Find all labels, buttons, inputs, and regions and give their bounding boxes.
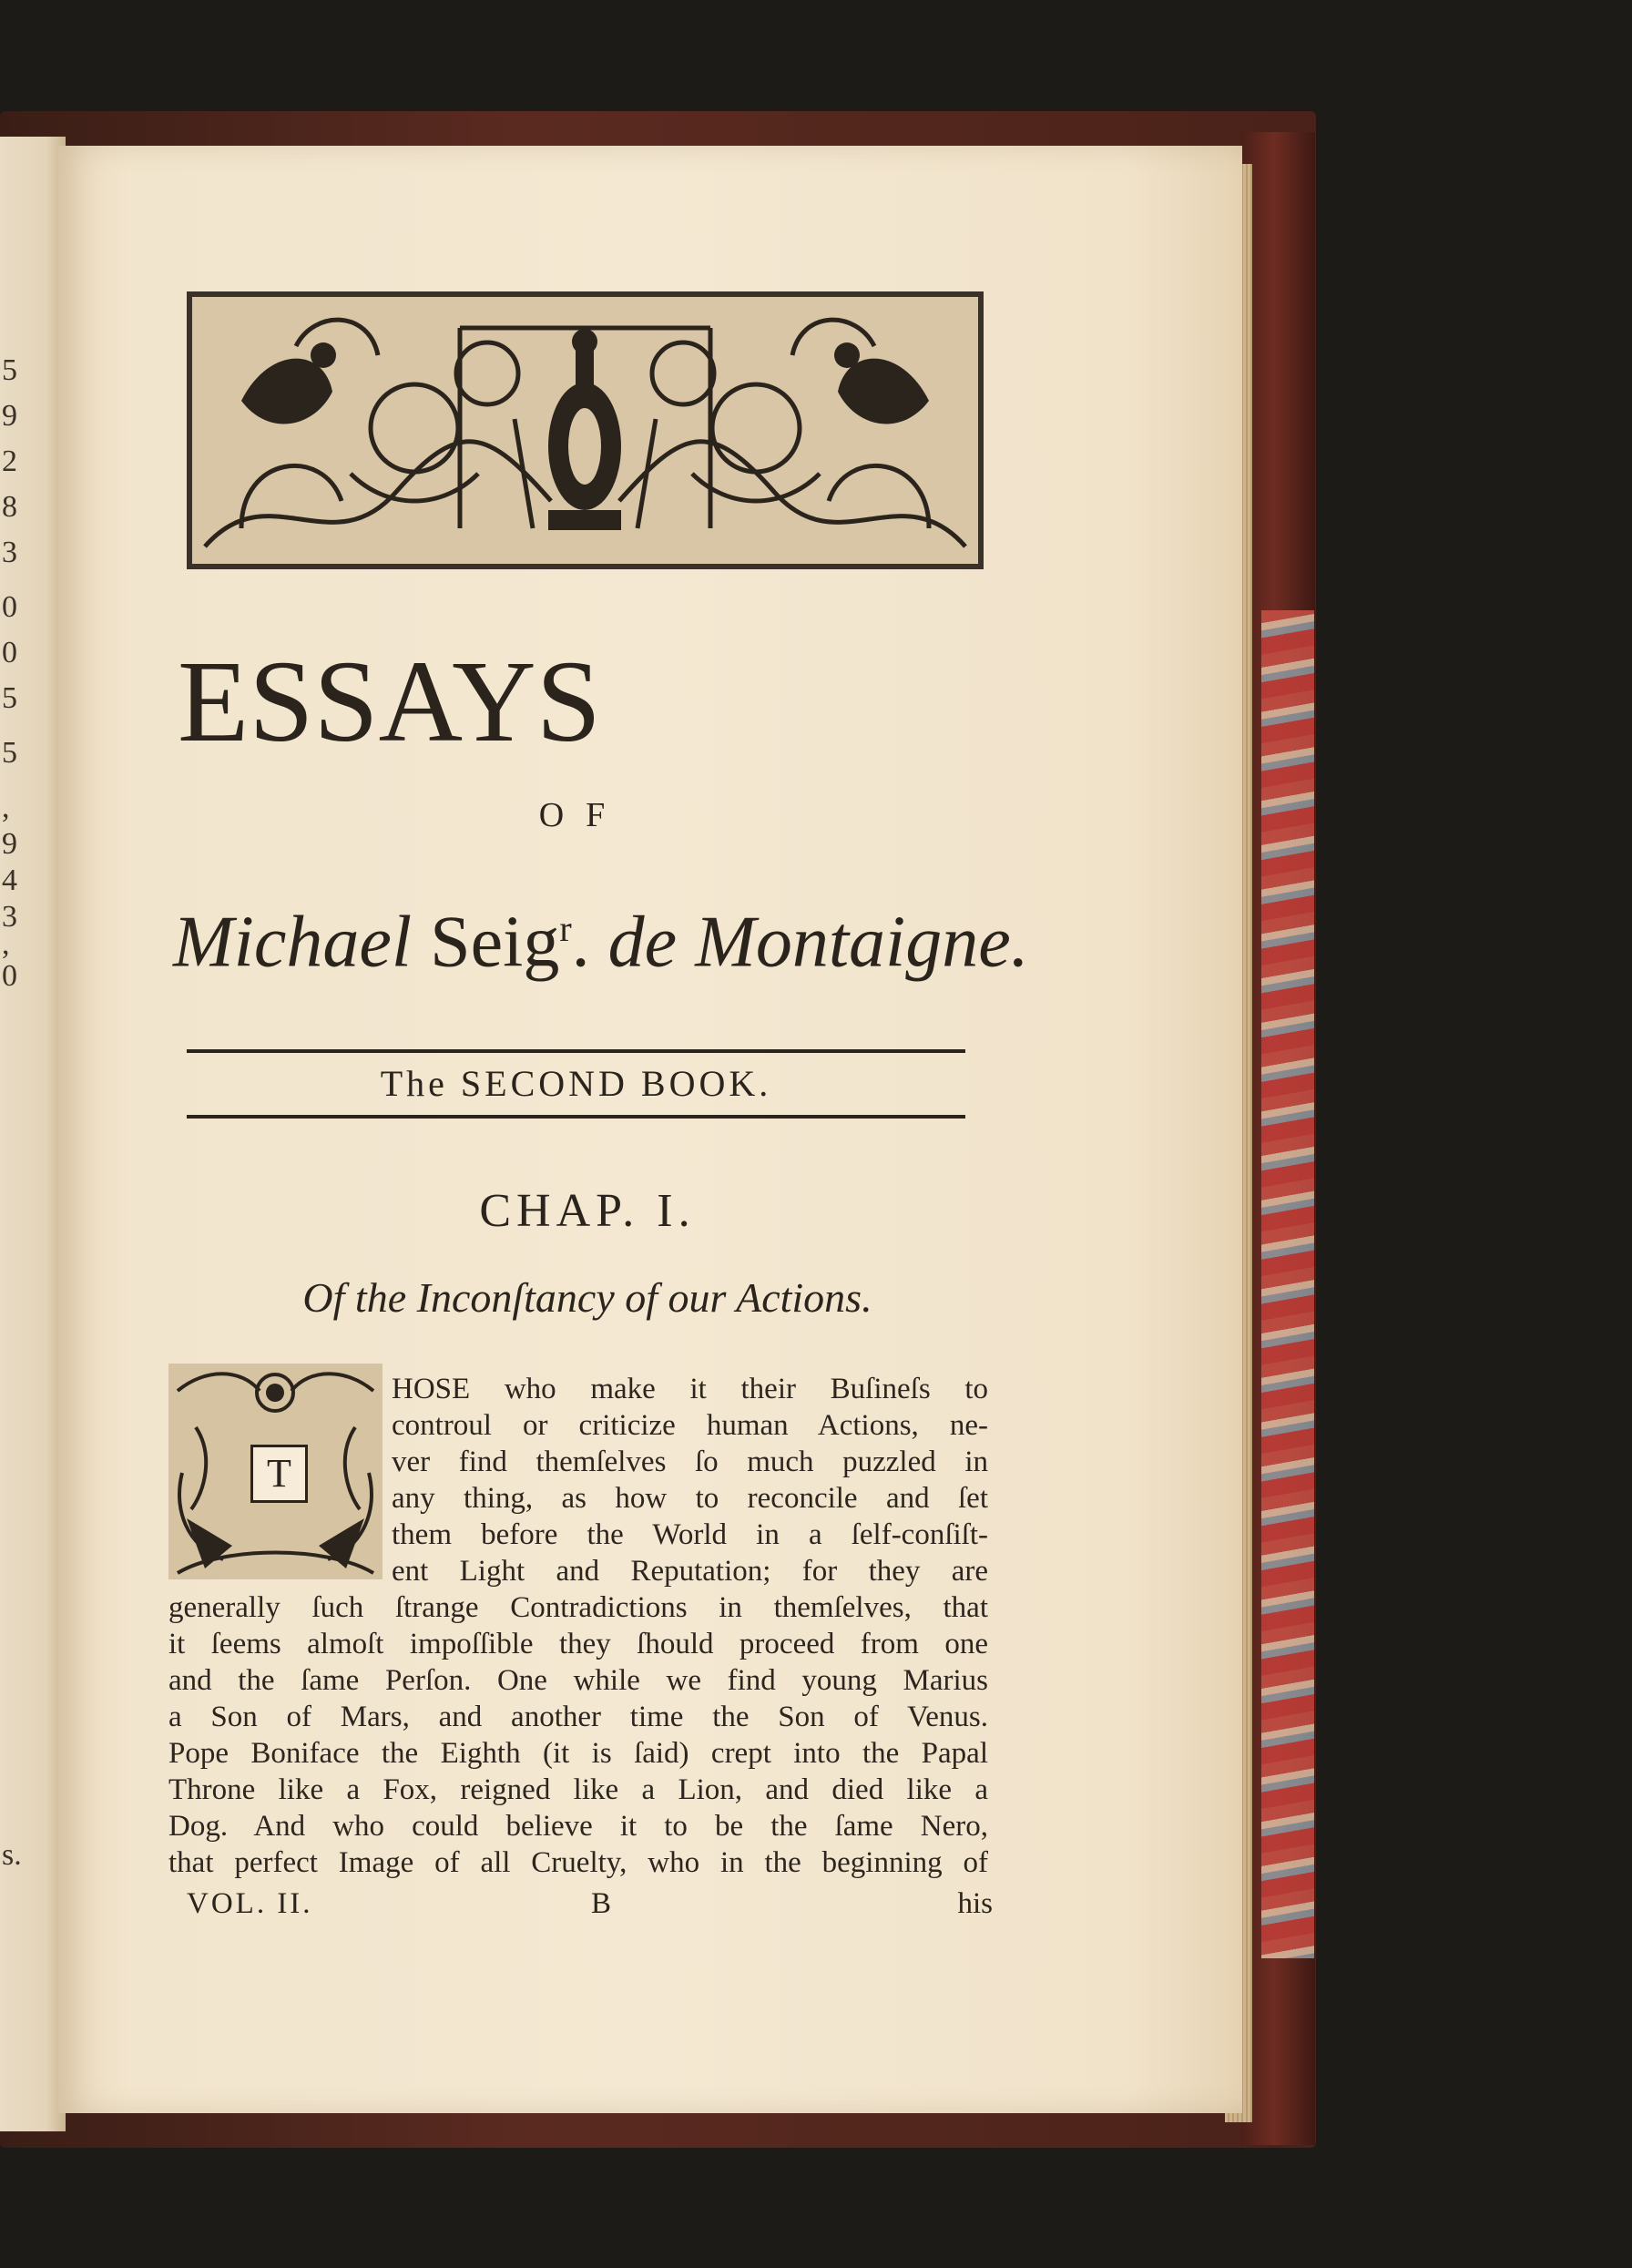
- text-line: ver find themſelves ſo much puzzled in: [392, 1446, 988, 1478]
- edge-mark: 4: [2, 863, 17, 897]
- edge-mark: 9: [2, 827, 17, 861]
- text-line: Dog. And who could believe it to be the ſame Nero,: [168, 1810, 988, 1843]
- drop-initial: T: [250, 1445, 308, 1503]
- text-line: any thing, as how to reconcile and ſet: [392, 1482, 988, 1515]
- edge-mark: s.: [2, 1838, 22, 1872]
- rule-top: [187, 1049, 965, 1053]
- rule-bottom: [187, 1115, 965, 1119]
- edge-mark: ,: [2, 927, 10, 961]
- text-line: Throne like a Fox, reigned like a Lion, and died like a: [168, 1773, 988, 1806]
- edge-mark: 5: [2, 681, 17, 715]
- facing-page: [0, 137, 66, 2131]
- marbled-endpaper: [1261, 610, 1314, 1958]
- text-line: ent Light and Reputation; for they are: [392, 1555, 988, 1588]
- edge-mark: 5: [2, 353, 17, 387]
- author-family-name: Montaigne.: [695, 902, 1029, 983]
- author-given-name: Michael: [173, 902, 413, 983]
- text-line: Pope Boniface the Eighth (it is ſaid) crept into the Papal: [168, 1737, 988, 1770]
- chapter-title: Of the Inconſtancy of our Actions.: [302, 1274, 872, 1321]
- text-line: controul or criticize human Actions, ne-: [392, 1409, 988, 1442]
- title-essays: ESSAYS: [178, 637, 601, 766]
- author-honorific-superscript: r: [559, 908, 572, 949]
- book-heading: The SECOND BOOK.: [380, 1063, 772, 1104]
- text-line: that perfect Image of all Cruelty, who in the beginning of: [168, 1846, 988, 1879]
- chapter-number: CHAP. I.: [479, 1185, 696, 1237]
- edge-mark: 0: [2, 636, 17, 669]
- author-name: Michael Seig$^r$. de Montaigne.: [173, 902, 1029, 983]
- volume-footer: VOL. II.: [187, 1887, 313, 1920]
- edge-mark: 2: [2, 444, 17, 478]
- edge-mark: ,: [2, 791, 10, 824]
- text-line: and the ſame Perſon. One while we find young Marius: [168, 1664, 988, 1697]
- ornament-headpiece: [187, 291, 984, 569]
- text-line: generally ſuch ſtrange Contradictions in themſelves, that: [168, 1591, 988, 1624]
- signature-mark: B: [590, 1887, 611, 1920]
- edge-mark: 3: [2, 536, 17, 569]
- text-line: HOSE who make it their Buſineſs to: [392, 1373, 988, 1405]
- edge-mark: 0: [2, 590, 17, 624]
- author-particle: de: [607, 902, 678, 983]
- edge-mark: 3: [2, 900, 17, 934]
- catchword: his: [957, 1887, 993, 1920]
- title-of: OF: [538, 796, 627, 834]
- text-line: a Son of Mars, and another time the Son of Venus.: [168, 1701, 988, 1733]
- author-honorific: Seig: [430, 902, 560, 983]
- text-line: it ſeems almoſt impoſſible they ſhould proceed from one: [168, 1628, 988, 1660]
- edge-mark: 0: [2, 959, 17, 993]
- edge-mark: 5: [2, 736, 17, 770]
- edge-mark: 8: [2, 490, 17, 524]
- edge-mark: 9: [2, 399, 17, 433]
- text-line: them before the World in a ſelf-conſiſt-: [392, 1518, 988, 1551]
